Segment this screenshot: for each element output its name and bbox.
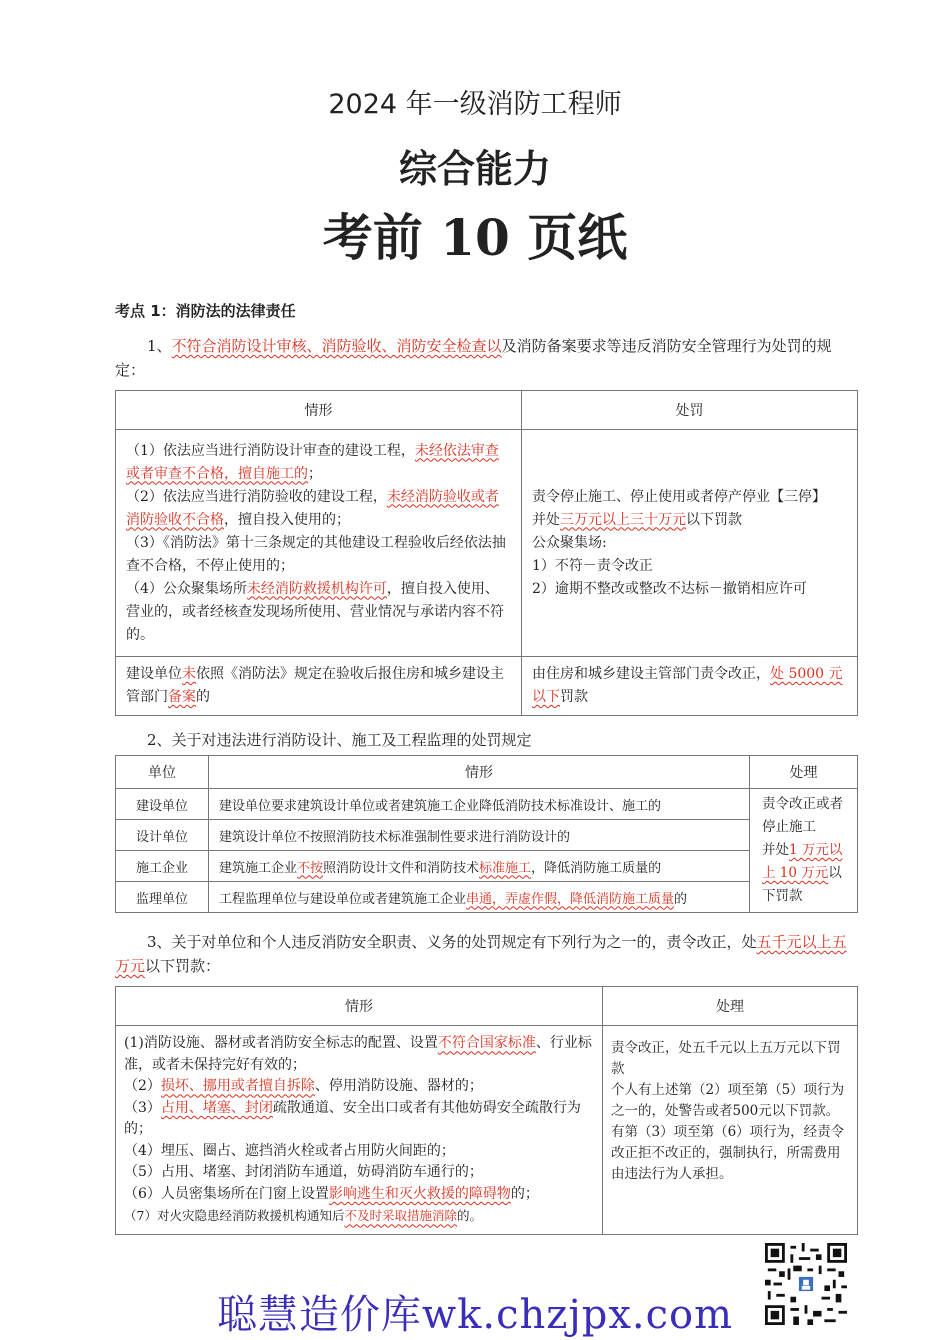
paragraph-1 — [115, 334, 857, 382]
t1-row1-penalty: 责令停止施工、停止使用或者停产停业【三停】 并处三万元以上三十万元以下罚款 公众聚集场: 1）不符－责令改正 2）逾期不整改或整改不达标－撤销相应许可 — [522, 430, 858, 657]
t1-item-2: （2）依法应当进行消防验收的建设工程，未经消防验收或者消防验收不合格，擅自投入使用的； — [126, 488, 499, 528]
t1-item-1: （1）依法应当进行消防设计审查的建设工程，未经依法审查或者审查不合格，擅自施工的； — [126, 442, 499, 482]
p1-highlight: 不符合消防设计审核、消防验收、消防安全检查以 — [171, 337, 502, 355]
penalty-table-1 — [115, 390, 858, 716]
section-title: 考点 1：消防法的法律责任 — [115, 302, 296, 320]
table-row: 监理单位 工程监理单位与建设单位或者建筑施工企业串通，弄虚作假，降低消防施工质量的 — [116, 882, 858, 913]
main-title: 考前 10 页纸 — [322, 208, 628, 267]
t1-row2-situation: 建设单位未依照《消防法》规定在验收后报住房和城乡建设主管部门备案的 — [116, 657, 522, 716]
table-row: 施工企业 建筑施工企业不按照消防设计文件和消防技术标准施工，降低消防施工质量的 — [116, 851, 858, 882]
subject-title: 综合能力 — [398, 147, 551, 191]
paragraph-2 — [115, 728, 857, 752]
t2-header-handling: 处理 — [750, 756, 858, 789]
t1-item-4: （4）公众聚集场所未经消防救援机构许可，擅自投入使用、营业的，或者经核查发现场所使用、营业情况与承诺内容不符的。 — [126, 580, 504, 643]
t3-handling-cell: 责令改正，处五千元以上五万元以下罚款 个人有上述第（2）项至第（5）项行为之一的，处警告或者500元以下罚款。 有第（3）项至第（6）项行为，经责令改正拒不改正的，强制执行，所需费用由违法行为人承担。 — [603, 1026, 858, 1235]
table-row: 建设单位 建设单位要求建筑设计单位或者建筑施工企业降低消防技术标准设计、施工的 责令改正或者停止施工 并处1 万元以上 10 万元以下罚款 — [116, 789, 858, 820]
p3-highlight: 五千元以上五万元 — [115, 933, 847, 975]
t3-situation-cell: (1)消防设施、器材或者消防安全标志的配置、设置不符合国家标准、行业标准，或者未保持完好有效的； （2）损坏、挪用或者擅自拆除、停用消防设施、器材的； （3）占用、堵塞、封闭疏散通道、安全出口或者有其他妨碍安全疏散行为的； （4）埋压、圈占、遮挡消火栓或者占用防火间距的； （5）占用、堵塞、封闭消防车通道，妨碍消防车通行的； （6）人员密集场所在门窗上设置影响逃生和灭火救援的障碍物的； （7）对火灾隐患经消防救援机构通知后不及时采取措施消除的。 — [116, 1026, 603, 1235]
t1-item-3: （3）《消防法》第十三条规定的其他建设工程验收后经依法抽查不合格，不停止使用的； — [126, 534, 506, 574]
p2-text: 2、关于对违法进行消防设计、施工及工程监理的处罚规定 — [147, 731, 532, 749]
t3-header-handling: 处理 — [603, 987, 858, 1026]
watermark: 聪慧造价库wk.chzjpx.com — [216, 1292, 734, 1338]
p3-text: 3、关于对单位和个人违反消防安全职责、义务的处罚规定有下列行为之一的，责令改正，处 — [147, 933, 757, 951]
p1-rest: 及消防备案要求等违反消防安全管理行为处罚的规定： — [115, 337, 832, 379]
t2-header-unit: 单位 — [116, 756, 209, 789]
table-row: 设计单位 建筑设计单位不按照消防技术标准强制性要求进行消防设计的 — [116, 820, 858, 851]
penalty-table-2 — [115, 755, 858, 913]
t1-header-penalty: 处罚 — [522, 391, 858, 430]
t1-row2-penalty: 由住房和城乡建设主管部门责令改正，处 5000 元以下罚款 — [522, 657, 858, 716]
t1-row1-situation — [116, 430, 522, 657]
p1-prefix: 1、 — [147, 337, 172, 355]
t2-header-situation: 情形 — [209, 756, 750, 789]
penalty-table-3 — [115, 986, 858, 1235]
t3-header-situation: 情形 — [116, 987, 603, 1026]
t1-header-situation: 情形 — [116, 391, 522, 430]
exam-year-title: 2024 年一级消防工程师 — [328, 89, 622, 120]
paragraph-3: 3、关于对单位和个人违反消防安全职责、义务的处罚规定有下列行为之一的，责令改正，处五千元以上五万元以下罚款： — [115, 933, 847, 975]
t2-handling-cell: 责令改正或者停止施工 并处1 万元以上 10 万元以下罚款 — [750, 789, 858, 913]
